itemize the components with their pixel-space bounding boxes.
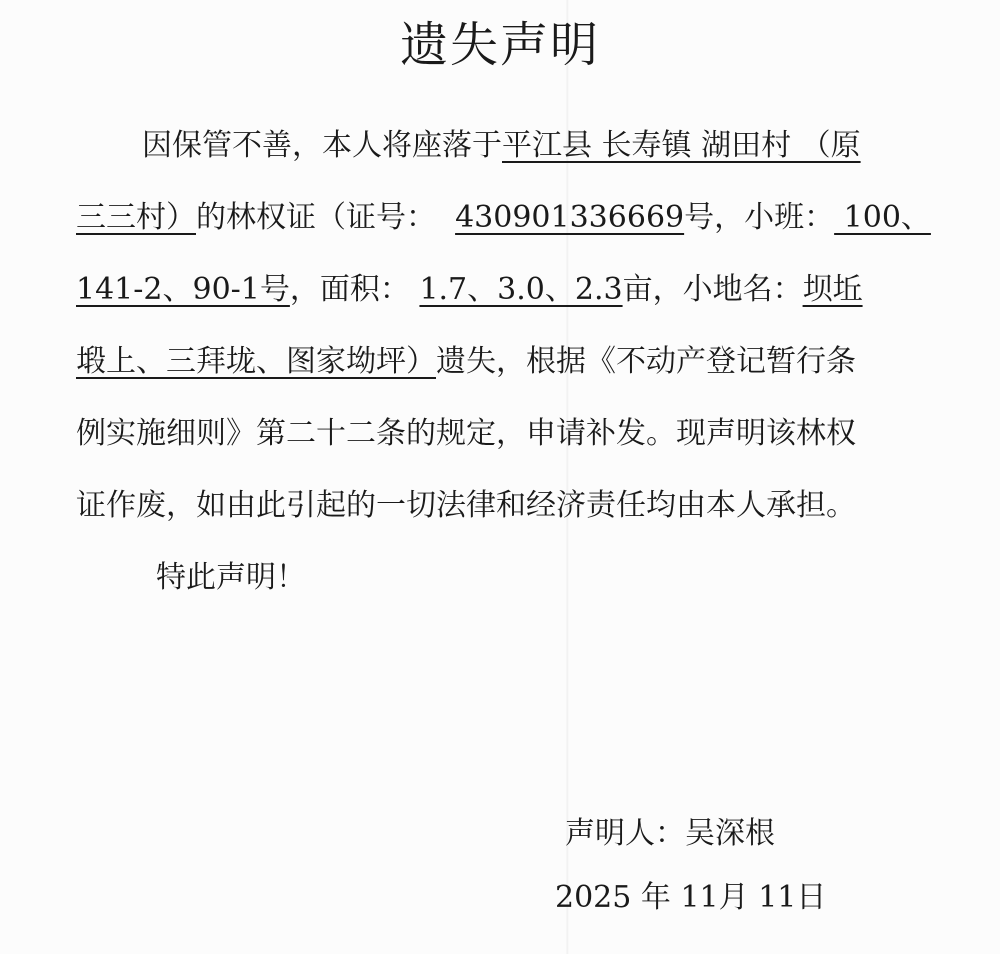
subcompartment-number-cont: 141-2、90-1号: [76, 272, 290, 307]
date-month-unit: 月: [718, 880, 749, 915]
location-text-cont: 三三村）: [76, 200, 196, 235]
statement-body: [76, 110, 956, 614]
liability-text: 证作废，如由此引起的一切法律和经济责任均由本人承担。: [76, 488, 856, 523]
document-title: 遗失声明: [399, 17, 600, 73]
date-day: 11: [758, 880, 797, 915]
date-year: 2025: [555, 880, 632, 915]
place-name: 坝坵: [802, 272, 863, 307]
signature-label: 声明人：: [565, 816, 685, 851]
date-month: 11: [680, 880, 719, 915]
loss-text: 遗失，根据《不动产登记暂行条: [436, 344, 856, 379]
body-line-2: [76, 182, 956, 254]
place-label: 亩，小地名：: [622, 272, 803, 307]
date-year-unit: 年: [640, 880, 671, 915]
signature-block: [565, 804, 775, 864]
closing-line: [76, 542, 956, 614]
location-text: 平江县 长寿镇 湖田村 （原: [502, 128, 861, 163]
subcompartment-number: 100、: [834, 200, 931, 235]
statement-date: [555, 868, 826, 928]
intro-text: 因保管不善，本人将座落于: [142, 128, 502, 163]
date-day-unit: 日: [796, 880, 827, 915]
cert-number: 430901336669: [455, 200, 685, 235]
body-line-6: [76, 470, 956, 542]
closing-text: 特此声明！: [156, 560, 306, 595]
cert-label: 的林权证（证号：: [196, 200, 436, 235]
area-value: 1.7、3.0、2.3: [419, 272, 623, 307]
area-label: ，面积：: [289, 272, 410, 307]
body-line-3: [76, 254, 956, 326]
subcompartment-label: 号，小班：: [684, 200, 835, 235]
signature-name: 吴深根: [685, 816, 775, 851]
regulation-text: 例实施细则》第二十二条的规定，申请补发。现声明该林权: [76, 416, 856, 451]
body-line-1: [76, 110, 956, 182]
body-line-5: [76, 398, 956, 470]
body-line-4: [76, 326, 956, 398]
place-name-cont: 塅上、三拜垅、图家坳坪）: [76, 344, 436, 379]
